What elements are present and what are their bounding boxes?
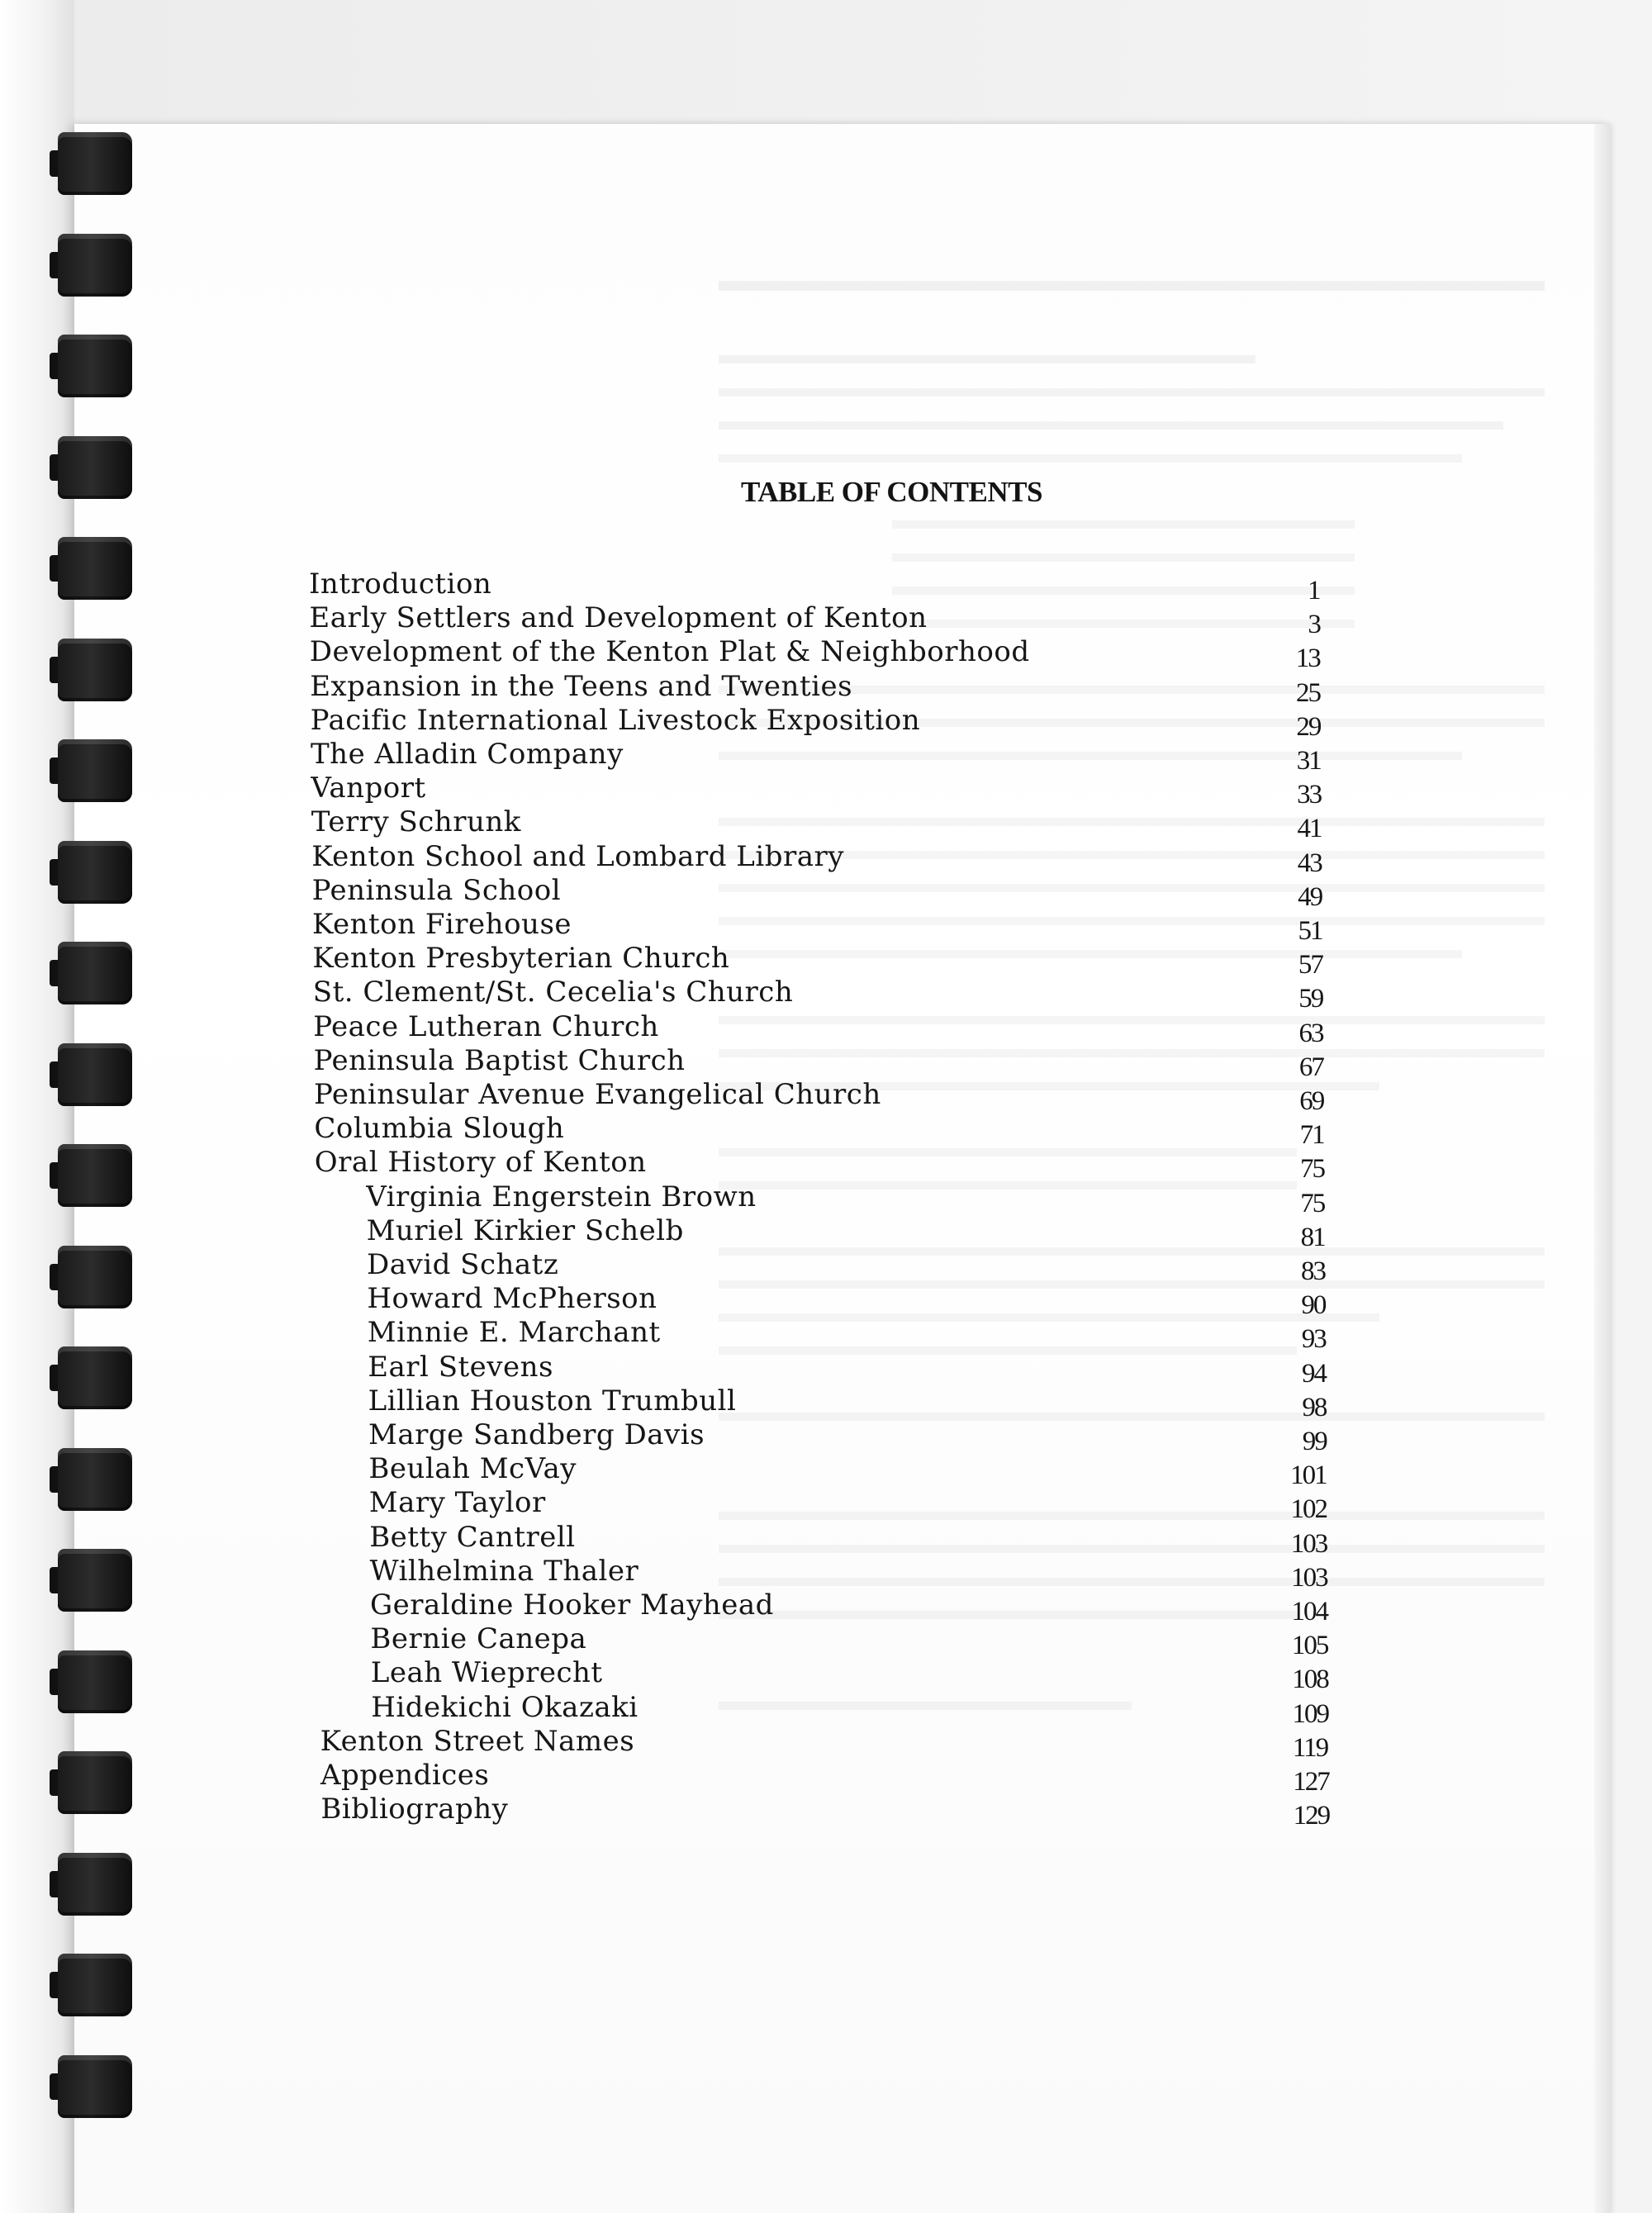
- toc-entry: [0, 1520, 1404, 1559]
- toc-entry-page: 99: [1302, 1427, 1327, 1456]
- toc-entry: [0, 1622, 1404, 1661]
- toc-entry-title: Introduction: [309, 567, 492, 601]
- toc-entry-page: 83: [1301, 1256, 1325, 1286]
- toc-entry: [0, 1690, 1404, 1729]
- toc-entry-title: Oral History of Kenton: [314, 1146, 647, 1180]
- toc-entry-title: Virginia Engerstein Brown: [366, 1180, 757, 1213]
- toc-entry-title: Geraldine Hooker Mayhead: [370, 1589, 774, 1622]
- toc-entry: [0, 1384, 1404, 1422]
- toc-entry-page: 13: [1295, 643, 1320, 674]
- toc-entry: [0, 1145, 1404, 1185]
- toc-title: TABLE OF CONTENTS: [741, 476, 1042, 508]
- toc-entry-page: 93: [1301, 1324, 1326, 1355]
- toc-entry: [0, 1655, 1404, 1695]
- toc-entry-title: Betty Cantrell: [369, 1520, 576, 1554]
- toc-entry-page: 103: [1291, 1562, 1327, 1593]
- toc-entry-page: 81: [1300, 1222, 1325, 1252]
- toc-entry: [0, 1554, 1404, 1593]
- toc-entry-title: Kenton Street Names: [320, 1724, 635, 1758]
- toc-entry: [0, 1451, 1404, 1491]
- toc-entry-page: 31: [1296, 746, 1321, 776]
- toc-entry-page: 127: [1293, 1767, 1329, 1797]
- toc-entry-page: 41: [1297, 814, 1322, 844]
- toc-entry-title: Wilhelmina Thaler: [369, 1554, 639, 1588]
- toc-entry: [0, 1724, 1404, 1763]
- toc-entry-page: 69: [1299, 1086, 1324, 1116]
- toc-entry-title: Minnie E. Marchant: [367, 1316, 661, 1350]
- toc-entry: [0, 873, 1404, 912]
- toc-entry: [0, 1281, 1404, 1321]
- toc-entry-title: Lillian Houston Trumbull: [368, 1384, 737, 1418]
- toc-entry-page: 43: [1297, 848, 1322, 878]
- toc-entry-title: St. Clement/St. Cecelia's Church: [312, 976, 794, 1009]
- toc-entry: [0, 1792, 1404, 1831]
- toc-entry: [0, 1247, 1404, 1286]
- toc-entry-title: Muriel Kirkier Schelb: [366, 1213, 684, 1247]
- toc-entry: [0, 1315, 1404, 1355]
- toc-entry: [0, 669, 1404, 708]
- toc-entry-page: 98: [1302, 1392, 1327, 1422]
- toc-entry-page: 51: [1298, 916, 1322, 946]
- toc-entry-title: Appendices: [320, 1759, 490, 1792]
- toc-entry-title: Bernie Canepa: [370, 1622, 587, 1656]
- binding-coil: [50, 2055, 132, 2118]
- binding-coil: [50, 335, 132, 397]
- toc-entry: [0, 839, 1404, 878]
- toc-entry-page: 104: [1291, 1597, 1327, 1627]
- toc-entry-page: 75: [1299, 1154, 1324, 1185]
- toc-entry: [0, 1213, 1404, 1252]
- toc-entry-page: 94: [1302, 1358, 1327, 1389]
- binding-coil: [50, 1954, 132, 2016]
- toc-entry-page: 105: [1291, 1631, 1328, 1661]
- binding-coil: [50, 1853, 132, 1916]
- toc-entry-title: Kenton School and Lombard Library: [311, 839, 844, 873]
- toc-entry-title: Bibliography: [320, 1793, 509, 1826]
- toc-entry-title: Marge Sandberg Davis: [368, 1418, 705, 1451]
- toc-entry-page: 1: [1308, 576, 1320, 605]
- toc-entry-title: Howard McPherson: [367, 1282, 657, 1316]
- toc-entry: [0, 907, 1404, 946]
- toc-entry-page: 25: [1296, 677, 1321, 708]
- toc-entry-title: Kenton Firehouse: [312, 908, 572, 941]
- toc-entry: [0, 941, 1404, 981]
- toc-entry-title: Mary Taylor: [368, 1486, 546, 1520]
- toc-entry-title: Expansion in the Teens and Twenties: [310, 669, 853, 703]
- toc-entry-page: 103: [1290, 1528, 1327, 1559]
- toc-entry: [0, 601, 1404, 640]
- toc-entry-title: Early Settlers and Development of Kenton: [309, 601, 928, 635]
- toc-entry: [0, 1758, 1404, 1797]
- toc-entry-page: 102: [1290, 1494, 1327, 1525]
- toc-entry: [0, 771, 1404, 810]
- toc-entry-title: David Schatz: [367, 1248, 559, 1281]
- toc-entry-title: Peninsular Avenue Evangelical Church: [314, 1078, 881, 1111]
- toc-entry: [0, 1043, 1404, 1082]
- toc-entry-page: 49: [1298, 881, 1322, 912]
- toc-entry: [0, 1180, 1404, 1218]
- toc-entry: [0, 567, 1404, 605]
- toc-entry: [0, 1350, 1404, 1389]
- toc-entry: [0, 1588, 1404, 1627]
- binding-coil: [50, 436, 132, 499]
- toc-entry: [0, 737, 1404, 776]
- toc-entry-page: 33: [1297, 780, 1322, 810]
- toc-entry-title: Peace Lutheran Church: [313, 1009, 659, 1043]
- toc-entry-page: 3: [1308, 610, 1320, 640]
- toc-entry-page: 67: [1298, 1052, 1323, 1082]
- toc-entry-title: Development of the Kenton Plat & Neighborhood: [309, 635, 1030, 669]
- toc-entry: [0, 805, 1404, 844]
- toc-entry: [0, 975, 1404, 1014]
- toc-entry-title: Hidekichi Okazaki: [371, 1690, 638, 1724]
- page-edge: [1594, 124, 1611, 2213]
- toc-entry: [0, 1418, 1404, 1456]
- toc-entry-title: The Alladin Company: [311, 738, 624, 771]
- toc-entry: [0, 634, 1404, 674]
- toc-entry-title: Leah Wieprecht: [370, 1656, 603, 1690]
- toc-entry-page: 129: [1293, 1801, 1330, 1831]
- toc-entry-title: Pacific International Livestock Exposition: [310, 703, 921, 737]
- toc-entry-title: Peninsula School: [311, 873, 562, 907]
- toc-entry-title: Earl Stevens: [368, 1350, 553, 1384]
- toc-entry: [0, 703, 1404, 742]
- toc-entry-title: Columbia Slough: [314, 1112, 565, 1146]
- toc-entry-page: 75: [1300, 1188, 1325, 1218]
- toc-entry-page: 119: [1292, 1732, 1328, 1763]
- toc-entry-page: 109: [1292, 1698, 1329, 1729]
- toc-entry: [0, 1485, 1404, 1525]
- toc-entry-title: Beulah McVay: [368, 1452, 577, 1486]
- toc-entry-page: 90: [1301, 1290, 1326, 1321]
- toc-entry-page: 108: [1292, 1664, 1328, 1695]
- toc-entry-page: 71: [1299, 1120, 1324, 1151]
- toc-entry-title: Kenton Presbyterian Church: [312, 942, 730, 976]
- toc-entry: [0, 1077, 1404, 1116]
- toc-entry-title: Peninsula Baptist Church: [313, 1043, 686, 1077]
- binding-coil: [50, 234, 132, 297]
- toc-entry: [0, 1009, 1404, 1048]
- toc-entry-title: Vanport: [311, 772, 426, 805]
- toc-entry: [0, 1111, 1404, 1151]
- toc-entry-page: 63: [1298, 1018, 1323, 1048]
- toc-entry-page: 29: [1296, 711, 1321, 742]
- toc-entry-page: 59: [1298, 984, 1323, 1014]
- toc-entry-page: 57: [1298, 950, 1322, 981]
- binding-coil: [50, 132, 132, 195]
- toc-entry-page: 101: [1290, 1460, 1327, 1491]
- toc-entry-title: Terry Schrunk: [311, 805, 521, 839]
